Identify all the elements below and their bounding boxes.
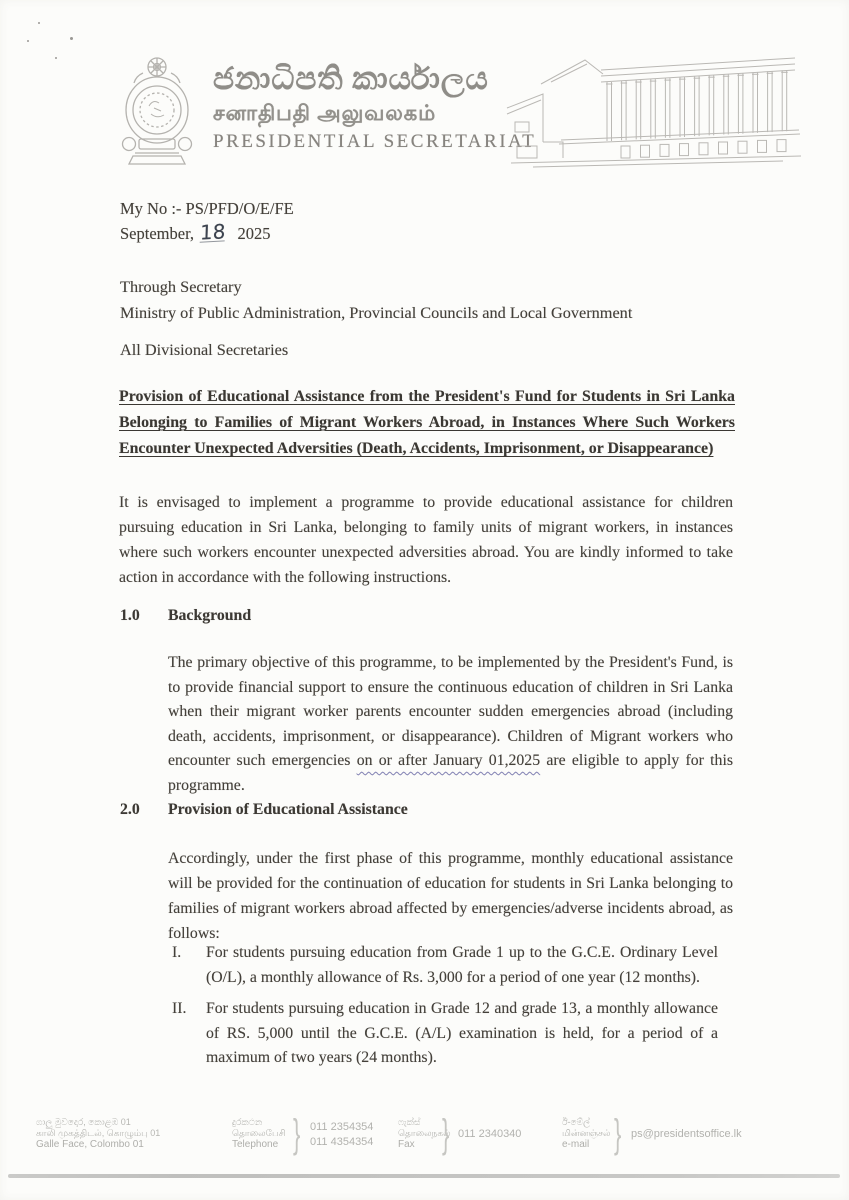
telephone-number-1: 011 2354354 — [310, 1121, 374, 1133]
scan-speck — [55, 57, 57, 59]
footer-email-address: ps@presidentsoffice.lk — [631, 1128, 742, 1140]
ministry-line: Ministry of Public Administration, Provincial Councils and Local Government — [120, 303, 633, 322]
section2-number: 2.0 — [120, 801, 140, 818]
bracket-decoration: } — [442, 1112, 450, 1156]
list-item-numeral: II. — [172, 1000, 187, 1017]
footer-fax-number: 011 2340340 — [458, 1128, 522, 1140]
scan-speck — [38, 22, 40, 24]
subject-title — [119, 384, 735, 462]
list-item — [172, 997, 720, 1071]
footer-telephone-numbers — [310, 1120, 373, 1150]
footer-address-tamil: காலி முகத்திடல், கொழும்பு 01 — [36, 1128, 161, 1138]
intro-paragraph: It is envisaged to implement a programme to provide educational assistance for children pursuing education in Sri Lanka, belonging to family units of migrant workers, in instances where such workers encounter unexpected adversities abroad. You are kindly informed to take action in accordance with the following instructions. — [119, 494, 733, 586]
footer-email-label — [562, 1117, 610, 1150]
section1-body-pre: The primary objective of this programme, to be implemented by the President's Fund, is to provide financial support to ensure the continuous education of children in Sri Lanka when their migrant worker parents encounter sudden emergencies abroad (including death, accidents, imprisonment, or disappearance). Children of Migrant workers who encounter such emergencies — [168, 654, 733, 769]
through-secretary-line: Through Secretary — [120, 277, 242, 296]
scan-edge-line — [8, 1174, 840, 1178]
footer-address — [36, 1117, 160, 1150]
footer-fax-english: Fax — [398, 1139, 415, 1150]
letterhead-title-sinhala: ජනාධිපති කාර්යාලය — [213, 61, 489, 96]
footer-address-english: Galle Face, Colombo 01 — [36, 1139, 144, 1150]
list-item-text: For students pursuing education in Grade 12 and grade 13, a monthly allowance of RS. 5,000 until the G.C.E. (A/L) examination is held, for a period of a maximum of two years (24 months). — [206, 1000, 718, 1066]
list-item-numeral: I. — [172, 944, 182, 961]
scan-speck — [27, 40, 29, 42]
recipient-block — [120, 274, 760, 326]
reference-number: My No :- PS/PFD/O/E/FE — [120, 199, 294, 218]
section1-body-post: are eligible to apply for this programme. — [168, 752, 733, 794]
section1-number: 1.0 — [120, 607, 140, 624]
handwritten-date-day: 18 — [199, 219, 226, 245]
list-item — [172, 941, 720, 990]
footer-telephone-english: Telephone — [232, 1139, 279, 1150]
section2-heading-row — [120, 801, 408, 819]
subject-title-text: Provision of Educational Assistance from the President's Fund for Students in Sri Lanka Belonging to Families of Migrant Workers Abroad, in Instances Where Such Workers Encounter Unexpected Adversities (Death, Accidents, Imprisonment, or Disappearance) — [119, 388, 735, 457]
addressee-line: All Divisional Secretaries — [120, 340, 289, 359]
letterhead-title-english: PRESIDENTIAL SECRETARIAT — [213, 131, 537, 152]
section2-heading: Provision of Educational Assistance — [168, 801, 408, 818]
footer-fax-tamil: தொலைநகல் — [398, 1128, 451, 1138]
footer-telephone-tamil: தொலைபேசி — [232, 1128, 286, 1138]
national-emblem-icon — [112, 54, 202, 175]
letterhead-titles — [213, 60, 536, 156]
footer-fax-sinhala: ෆැක්ස් — [398, 1117, 421, 1127]
bracket-decoration: } — [293, 1112, 301, 1156]
footer-email-english: e-mail — [562, 1139, 590, 1150]
bracket-decoration: } — [614, 1112, 622, 1156]
footer-telephone-sinhala: දුරකථන — [232, 1117, 263, 1127]
footer-email-sinhala: ඊ-මේල් — [562, 1117, 590, 1127]
letterhead-footer — [0, 1114, 849, 1174]
list-item-text: For students pursuing education from Grade 1 up to the G.C.E. Ordinary Level (O/L), a monthly allowance of Rs. 3,000 for a period of one year (12 months). — [206, 944, 718, 986]
letterhead-title-tamil: சனாதிபதி அலுவலகம் — [213, 101, 437, 125]
section1-body — [168, 651, 733, 798]
section1-heading-row — [120, 607, 251, 625]
building-stamp-icon — [503, 50, 803, 177]
date-month: September, — [120, 224, 195, 243]
section1-body-underlined: on or after January 01,2025 — [356, 752, 541, 769]
footer-email-tamil: மின்னஞ்சல் — [562, 1128, 611, 1138]
roman-numeral-list — [172, 941, 720, 1078]
date-line — [120, 219, 271, 245]
scan-speck — [70, 37, 73, 40]
telephone-number-2: 011 4354354 — [310, 1136, 374, 1148]
footer-telephone-label — [232, 1117, 286, 1150]
date-year: 2025 — [237, 224, 271, 243]
section2-body: Accordingly, under the first phase of this programme, monthly educational assistance will be provided for the continuation of education for students in Sri Lanka belonging to families of migrant workers abroad affected by emergencies/adverse incidents abroad, as follows: — [168, 850, 733, 942]
footer-address-sinhala: ගාලු මුවදොර, කොළඹ 01 — [36, 1117, 131, 1127]
section1-heading: Background — [168, 607, 252, 624]
